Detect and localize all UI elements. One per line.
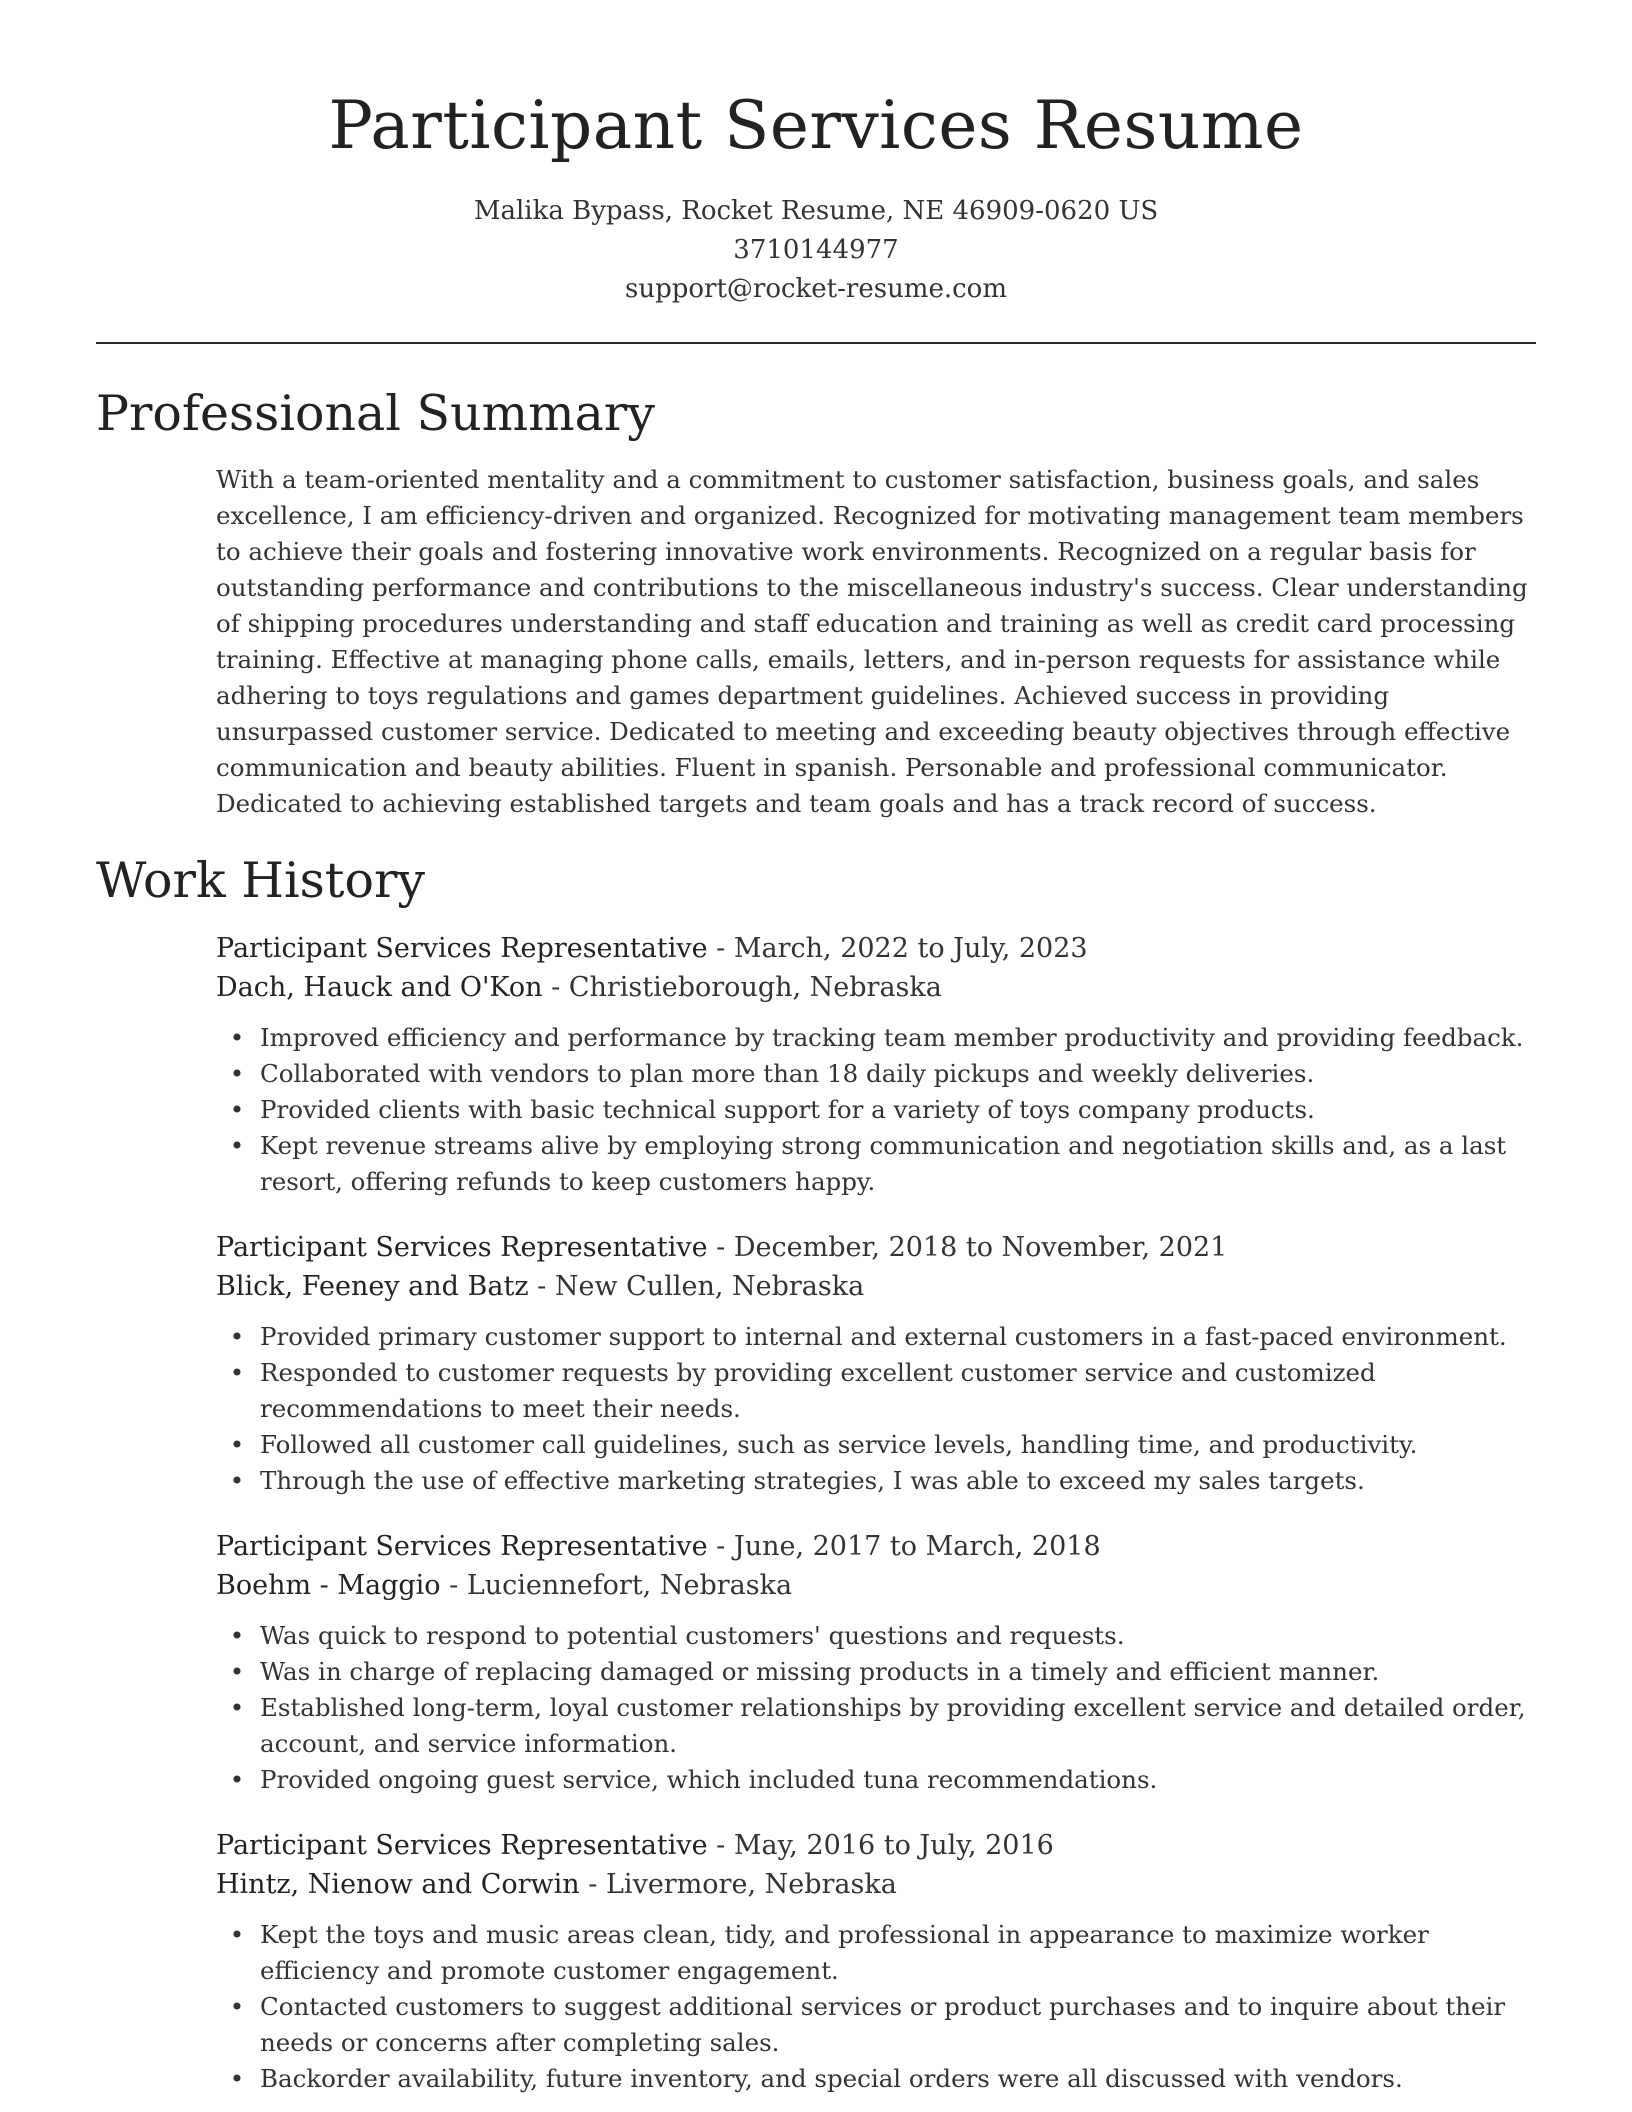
professional-summary-heading: Professional Summary [96, 385, 655, 442]
list-item [229, 1319, 1546, 1355]
job-role: Participant Services Representative [216, 1830, 708, 1861]
bullet-icon: • [229, 2064, 245, 2093]
bullet-icon: • [229, 1095, 245, 1124]
job-company-line [216, 968, 1546, 1007]
list-item-text: Established long-term, loyal customer relationships by providing excellent service and detailed order, account, and service information. [260, 1693, 1526, 1758]
job-company-line [216, 1865, 1546, 1904]
job-title-line [216, 929, 1546, 968]
contact-email: support@rocket-resume.com [624, 274, 1007, 304]
job-location: New Cullen, Nebraska [554, 1271, 865, 1302]
job-entry [216, 1826, 1546, 2097]
list-item [229, 1917, 1546, 1989]
list-item-text: Kept the toys and music areas clean, tidy, and professional in appearance to maximize worker efficiency and promote customer engagement. [260, 1920, 1429, 1985]
list-item-text: Through the use of effective marketing strategies, I was able to exceed my sales targets. [260, 1466, 1365, 1495]
bullet-icon: • [229, 1621, 245, 1650]
job-entry [216, 1527, 1546, 1798]
job-entry [216, 1228, 1546, 1499]
list-item [229, 1092, 1546, 1128]
job-title-line [216, 1228, 1546, 1267]
list-item [229, 1427, 1546, 1463]
contact-phone: 3710144977 [733, 235, 899, 265]
header-divider [96, 342, 1536, 344]
bullet-icon: • [229, 1358, 245, 1387]
job-location: Luciennefort, Nebraska [466, 1570, 793, 1601]
separator: - [707, 1232, 734, 1263]
list-item [229, 1762, 1546, 1798]
job-role: Participant Services Representative [216, 933, 708, 964]
work-history-heading: Work History [96, 852, 426, 909]
job-company: Blick, Feeney and Batz [216, 1271, 529, 1302]
list-item [229, 1618, 1546, 1654]
contact-info [0, 192, 1632, 309]
bullet-icon: • [229, 1657, 245, 1686]
bullet-icon: • [229, 1322, 245, 1351]
job-bullet-list [216, 1319, 1546, 1499]
job-company: Hintz, Nienow and Corwin [216, 1869, 580, 1900]
bullet-icon: • [229, 1023, 245, 1052]
list-item-text: Was quick to respond to potential customers' questions and requests. [260, 1621, 1125, 1650]
list-item-text: Provided ongoing guest service, which included tuna recommendations. [260, 1765, 1158, 1794]
bullet-icon: • [229, 1693, 245, 1722]
list-item-text: Provided primary customer support to internal and external customers in a fast-paced environment. [260, 1322, 1507, 1351]
separator: - [528, 1271, 555, 1302]
list-item [229, 1690, 1546, 1762]
bullet-icon: • [229, 1992, 245, 2021]
bullet-icon: • [229, 1466, 245, 1495]
job-entry [216, 929, 1546, 1200]
job-company-line [216, 1267, 1546, 1306]
job-dates: March, 2022 to July, 2023 [733, 933, 1088, 964]
list-item [229, 1355, 1546, 1427]
job-bullet-list [216, 1917, 1546, 2097]
separator: - [579, 1869, 606, 1900]
work-history-list [216, 929, 1546, 2112]
job-location: Livermore, Nebraska [606, 1869, 897, 1900]
list-item [229, 1989, 1546, 2061]
job-role: Participant Services Representative [216, 1232, 708, 1263]
list-item-text: Provided clients with basic technical support for a variety of toys company products. [260, 1095, 1315, 1124]
job-company: Boehm - Maggio [216, 1570, 441, 1601]
list-item [229, 1463, 1546, 1499]
list-item-text: Followed all customer call guidelines, such as service levels, handling time, and productivity. [260, 1430, 1418, 1459]
list-item-text: Was in charge of replacing damaged or missing products in a timely and efficient manner. [260, 1657, 1380, 1686]
job-title-line [216, 1527, 1546, 1566]
professional-summary-text: With a team-oriented mentality and a commitment to customer satisfaction, business goals, and sales excellence, I am efficiency-driven and organized. Recognized for motivating management team members to achieve their goals and fostering innovative work environments. Recognized on a regular basis for outstanding performance and contributions to the miscellaneous industry's success. Clear understanding of shipping procedures understanding and staff education and training as well as credit card processing training. Effective at managing phone calls, emails, letters, and in-person requests for assistance while adhering to toys regulations and games department guidelines. Achieved success in providing unsurpassed customer service. Dedicated to meeting and exceeding beauty objectives through effective communication and beauty abilities. Fluent in spanish. Personable and professional communicator. Dedicated to achieving established targets and team goals and has a track record of success. [216, 465, 1528, 818]
job-company-line [216, 1566, 1546, 1605]
job-location: Christieborough, Nebraska [568, 972, 942, 1003]
resume-header [0, 0, 1632, 309]
separator: - [707, 933, 734, 964]
separator: - [707, 1830, 734, 1861]
job-company: Dach, Hauck and O'Kon [216, 972, 543, 1003]
list-item [229, 1020, 1546, 1056]
list-item-text: Backorder availability, future inventory, and special orders were all discussed with vendors. [260, 2064, 1403, 2093]
resume-title: Participant Services Resume [328, 87, 1304, 164]
list-item [229, 2061, 1546, 2097]
separator: - [707, 1531, 734, 1562]
list-item-text: Kept revenue streams alive by employing strong communication and negotiation skills and, as a last resort, offering refunds to keep customers happy. [260, 1131, 1507, 1196]
bullet-icon: • [229, 1430, 245, 1459]
job-role: Participant Services Representative [216, 1531, 708, 1562]
bullet-icon: • [229, 1765, 245, 1794]
list-item-text: Collaborated with vendors to plan more than 18 daily pickups and weekly deliveries. [260, 1059, 1315, 1088]
contact-address: Malika Bypass, Rocket Resume, NE 46909-0620 US [473, 196, 1159, 226]
bullet-icon: • [229, 1920, 245, 1949]
job-dates: June, 2017 to March, 2018 [733, 1531, 1101, 1562]
job-bullet-list [216, 1618, 1546, 1798]
job-dates: May, 2016 to July, 2016 [733, 1830, 1054, 1861]
list-item [229, 1654, 1546, 1690]
job-title-line [216, 1826, 1546, 1865]
bullet-icon: • [229, 1131, 245, 1160]
job-dates: December, 2018 to November, 2021 [733, 1232, 1228, 1263]
list-item-text: Contacted customers to suggest additional services or product purchases and to inquire about their needs or concerns after completing sales. [260, 1992, 1506, 2057]
separator: - [440, 1570, 467, 1601]
bullet-icon: • [229, 1059, 245, 1088]
list-item [229, 1056, 1546, 1092]
list-item-text: Responded to customer requests by providing excellent customer service and customized recommendations to meet their needs. [260, 1358, 1376, 1423]
job-bullet-list [216, 1020, 1546, 1200]
list-item [229, 1128, 1546, 1200]
list-item-text: Improved efficiency and performance by tracking team member productivity and providing feedback. [260, 1023, 1524, 1052]
separator: - [542, 972, 569, 1003]
